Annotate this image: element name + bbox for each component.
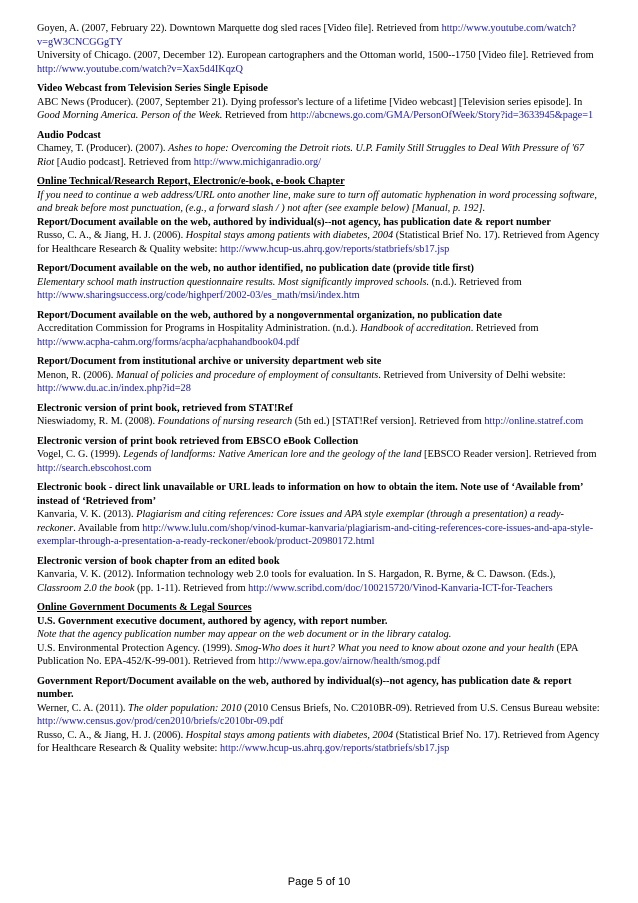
reference-text: University of Chicago. (2007, December 12). European cartographers and the Ottoman world, 1500--1750 [Video file]. Retrieved from — [37, 50, 594, 61]
reference-url-link[interactable]: http://www.acpha-cahm.org/forms/acpha/acphahandbook04.pdf — [37, 336, 300, 348]
reference-text: (n.d.). Retrieved from — [429, 276, 522, 288]
reference-line — [37, 22, 602, 49]
reference-url-link[interactable]: http://abcnews.go.com/GMA/PersonOfWeek/Story?id=3633945&page=1 — [290, 110, 594, 121]
reference-line — [37, 309, 602, 323]
reference-text: [Audio podcast]. Retrieved from — [54, 156, 194, 168]
reference-line — [37, 642, 602, 669]
section-heading-text: Government Report/Document available on the web, authored by individual(s)--not agency, has publication date & report number. — [37, 675, 572, 700]
reference-text: (pp. 1-11). Retrieved from — [134, 582, 249, 594]
reference-url-link[interactable]: http://www.hcup-us.ahrq.gov/reports/statbriefs/sb17.jsp — [219, 243, 450, 255]
reference-text: (Statistical Brief No. 17). Retrieved from Agency for Healthcare Research & Quality website: — [37, 729, 600, 754]
reference-line — [37, 448, 602, 475]
reference-line — [37, 175, 602, 189]
reference-text: (Statistical Brief No. 17). Retrieved from Agency for Healthcare Research & Quality website: — [37, 230, 600, 255]
reference-url-link[interactable]: http://www.lulu.com/shop/vinod-kumar-kanvaria/plagiarism-and-citing-references-core-issues-and-apa-style-exemplar-through-a-presentation-a-ready-reckoner/ebook/product-20980172.html — [37, 522, 594, 547]
reference-url-link[interactable]: http://www.michiganradio.org/ — [193, 156, 321, 168]
reference-line — [37, 96, 602, 123]
reference-line — [37, 628, 602, 642]
reference-url-link[interactable]: http://www.youtube.com/watch?v=Xax5d4IKqzQ — [37, 63, 243, 75]
reference-url-link[interactable]: http://search.ebscohost.com — [37, 462, 152, 474]
reference-text: . Retrieved from — [470, 323, 539, 334]
reference-line — [37, 82, 602, 96]
reference-url-link[interactable]: http://www.sharingsuccess.org/code/highperf/2002-03/es_math/msi/index.htm — [37, 290, 360, 301]
reference-line — [37, 262, 602, 276]
section-heading-text: Online Government Documents & Legal Sources — [37, 602, 252, 613]
reference-text: Classroom 2.0 the book — [37, 582, 135, 594]
section-heading-text: Video Webcast from Television Series Single Episode — [37, 83, 268, 94]
reference-text: Handbook of accreditation — [360, 323, 471, 334]
reference-line — [37, 369, 602, 396]
reference-line — [37, 415, 602, 429]
reference-line — [37, 322, 602, 349]
section-heading-text: U.S. Government executive document, authored by agency, with report number. — [37, 615, 388, 627]
reference-text: The older population: 2010 — [128, 702, 242, 714]
reference-text: (EPA Publication No. EPA-452/K-99-001). Retrieved from — [37, 642, 578, 667]
reference-url-link[interactable]: http://online.statref.com — [484, 416, 584, 427]
reference-text: U.S. Environmental Protection Agency. (1999). — [37, 642, 236, 654]
reference-line — [37, 49, 602, 76]
reference-text: Retrieved from — [222, 110, 291, 121]
reference-line — [37, 729, 602, 756]
reference-line — [37, 615, 602, 629]
reference-text: Nieswiadomy, R. M. (2008). — [37, 416, 158, 427]
reference-text: If you need to continue a web address/URL onto another line, make sure to turn off automatic hyphenation in word processing software, and break before most punctuation, (e.g., a forward slash / ) not after (see example below) [Manual, p. 192]. — [37, 189, 597, 214]
section-heading-text: Report/Document available on the web, no author identified, no publication date (provide title first) — [37, 263, 474, 274]
reference-text: Russo, C. A., & Jiang, H. J. (2006). — [37, 729, 186, 741]
reference-line — [37, 129, 602, 143]
reference-text: Kanvaria, V. K. (2012). Information technology web 2.0 tools for evaluation. In S. Hargadon, R. Byrne, & C. Dawson. (Eds.), — [37, 569, 556, 580]
document-body — [37, 22, 602, 756]
section-heading-text: Report/Document from institutional archive or university department web site — [37, 356, 382, 367]
reference-line — [37, 142, 602, 169]
reference-url-link[interactable]: http://www.du.ac.in/index.php?id=28 — [37, 383, 191, 394]
reference-text: Hospital stays among patients with diabetes, 2004 — [185, 230, 394, 241]
reference-text: Vogel, C. G. (1999). — [37, 449, 124, 460]
reference-text: Chamey, T. (Producer). (2007). — [37, 143, 169, 154]
reference-url-link[interactable]: http://www.census.gov/prod/cen2010/briefs/c2010br-09.pdf — [37, 716, 284, 727]
reference-text: Foundations of nursing research — [157, 416, 293, 427]
reference-line — [37, 216, 602, 230]
section-heading-text: Report/Document available on the web, authored by a nongovernmental organization, no publication date — [37, 309, 502, 321]
reference-text: Legends of landforms: Native American lore and the geology of the land — [123, 449, 422, 460]
reference-line — [37, 601, 602, 615]
reference-text: Manual of policies and procedure of employment of consultants — [115, 369, 379, 381]
reference-text: Hospital stays among patients with diabetes, 2004 — [185, 729, 394, 741]
reference-text: . Available from — [73, 522, 143, 534]
page-number: Page 5 of 10 — [287, 876, 351, 888]
reference-text: (5th ed.) [STAT!Ref version]. Retrieved from — [292, 416, 485, 427]
section-heading-text: Electronic version of book chapter from an edited book — [37, 555, 280, 567]
reference-text: Menon, R. (2006). — [37, 369, 116, 381]
reference-line — [37, 568, 602, 595]
reference-text: (2010 Census Briefs, No. C2010BR-09). Retrieved from U.S. Census Bureau website: — [241, 702, 600, 714]
reference-line — [37, 481, 602, 508]
reference-url-link[interactable]: http://www.epa.gov/airnow/health/smog.pdf — [258, 656, 441, 667]
section-heading-text: Electronic version of print book retrieved from EBSCO eBook Collection — [37, 435, 359, 447]
reference-text: Ashes to hope: Overcoming the Detroit riots. U.P. Family Still Struggles to Deal With Pressure of '67 Riot — [37, 143, 585, 168]
section-heading-text: Online Technical/Research Report, Electronic/e-book, e-book Chapter — [37, 176, 345, 187]
reference-text: Elementary school math instruction questionnaire results. Most significantly improved schools. — [37, 276, 430, 288]
reference-text: [EBSCO Reader version]. Retrieved from — [421, 449, 597, 460]
reference-text: Kanvaria, V. K. (2013). — [37, 509, 137, 520]
reference-line — [37, 702, 602, 729]
reference-url-link[interactable]: http://www.youtube.com/watch?v=gW3CNCGGgTY — [37, 23, 576, 48]
section-heading-text: Electronic book - direct link unavailable or URL leads to information on how to obtain the item. Note use of ‘Available from’ instead of ‘Retrieved from’ — [37, 482, 583, 507]
reference-line — [37, 355, 602, 369]
reference-line — [37, 435, 602, 449]
reference-line — [37, 402, 602, 416]
reference-url-link[interactable]: http://www.hcup-us.ahrq.gov/reports/statbriefs/sb17.jsp — [219, 743, 450, 754]
reference-text: Note that the agency publication number may appear on the web document or in the library catalog. — [37, 629, 452, 640]
reference-text: ABC News (Producer). (2007, September 21). Dying professor's lecture of a lifetime [Video webcast] [Television series episode]. In — [37, 96, 583, 108]
reference-text: Goyen, A. (2007, February 22). Downtown Marquette dog sled races [Video file]. Retrieved from — [37, 23, 442, 34]
section-heading-text: Audio Podcast — [37, 129, 101, 141]
reference-text: Accreditation Commission for Programs in Hospitality Administration. (n.d.). — [37, 323, 361, 334]
reference-text: Russo, C. A., & Jiang, H. J. (2006). — [37, 230, 186, 241]
reference-text: . Retrieved from University of Delhi website: — [378, 369, 566, 381]
reference-text: Smog-Who does it hurt? What you need to know about ozone and your health — [235, 642, 554, 654]
reference-url-link[interactable]: http://www.scribd.com/doc/100215720/Vinod-Kanvaria-ICT-for-Teachers — [248, 582, 553, 594]
reference-line — [37, 675, 602, 702]
reference-line — [37, 276, 602, 303]
reference-line — [37, 229, 602, 256]
section-heading-text: Electronic version of print book, retrieved from STAT!Ref — [37, 402, 293, 414]
reference-line — [37, 508, 602, 549]
reference-text: Plagiarism and citing references: Core issues and APA style exemplar (through a presentation) a ready-reckoner — [37, 509, 564, 534]
reference-line — [37, 555, 602, 569]
reference-line — [37, 189, 602, 216]
reference-text: Good Morning America. Person of the Week. — [37, 110, 223, 121]
section-heading-text: Report/Document available on the web, authored by individual(s)--not agency, has publication date & report number — [37, 216, 551, 228]
reference-text: Werner, C. A. (2011). — [37, 702, 129, 714]
